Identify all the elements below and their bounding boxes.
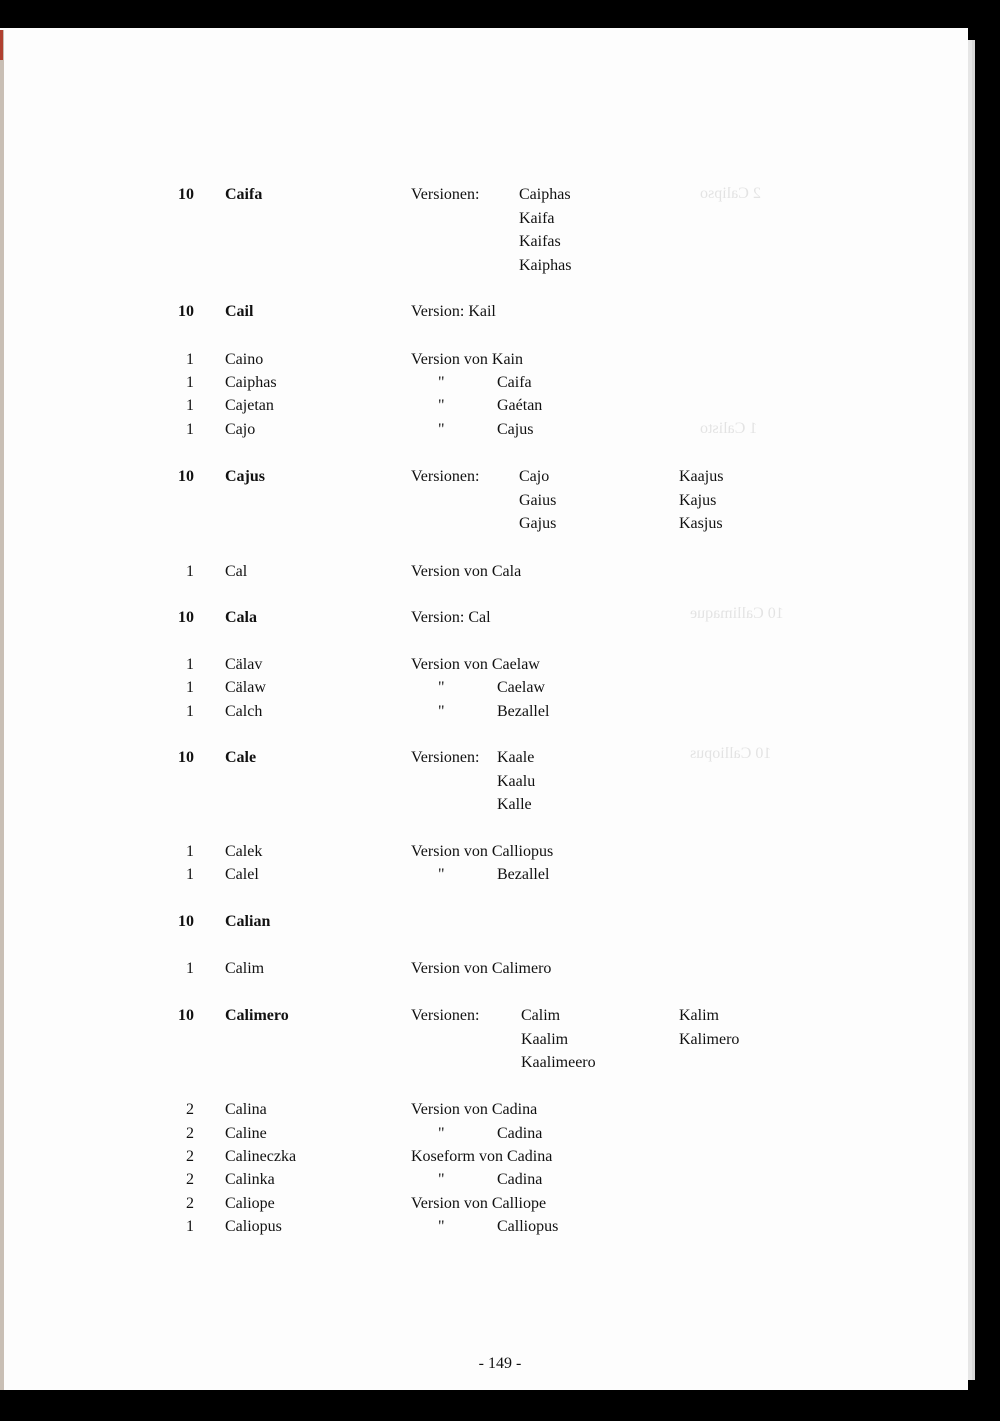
entry-note: Version: Cal (411, 609, 491, 626)
entry-variant: Cadina (497, 1125, 543, 1142)
entry-name: Cala (225, 609, 257, 626)
show-through-text: 1 Calisto (700, 420, 758, 437)
entry-name: Calina (225, 1101, 267, 1118)
entry-name: Calimero (225, 1007, 289, 1024)
entry-note: Versionen: (411, 468, 480, 485)
entry-name: Calinka (225, 1171, 275, 1188)
show-through-text: 2 Calipso (700, 185, 761, 202)
entry-note: Version von Cala (411, 563, 522, 580)
entry-variant: Cajus (497, 421, 534, 438)
entry-count: 10 (178, 913, 194, 930)
entry-count: 10 (178, 303, 194, 320)
entry-name: Calineczka (225, 1148, 297, 1165)
entry-name: Caifa (225, 186, 263, 203)
entry-count: 2 (186, 1125, 194, 1142)
entry-variant: Caifa (497, 374, 532, 391)
entry-count: 1 (186, 351, 194, 368)
entry-count: 10 (178, 468, 194, 485)
entry-note: " (438, 397, 445, 414)
entry-name: Cälaw (225, 679, 266, 696)
entry-variant: Gaius (519, 491, 557, 509)
entry-name: Calim (225, 960, 265, 977)
entry-name: Cajus (225, 468, 266, 485)
entry-count: 1 (186, 397, 194, 414)
binding-edge (0, 30, 4, 1390)
page-number: - 149 - (478, 1355, 522, 1372)
entry-count: 1 (186, 374, 194, 391)
show-through-text: 10 Callimaque (690, 605, 784, 622)
entry-name: Cälav (225, 656, 263, 673)
entry-variant: Gaétan (497, 397, 543, 414)
entry-note: Versionen: (411, 186, 480, 203)
entry-note: " (438, 1218, 445, 1235)
entry-count: 1 (186, 563, 194, 580)
entry-count: 2 (186, 1148, 194, 1165)
show-through-text: 10 Calliopus (690, 745, 772, 762)
entry-name: Cale (225, 749, 257, 766)
entry-name: Caliopus (225, 1218, 282, 1235)
entry-name: Calian (225, 913, 271, 930)
entry-variant: Caiphas (519, 186, 571, 203)
entry-variant: Kaale (497, 749, 535, 766)
entry-variant: Kaiphas (519, 256, 572, 274)
entry-name: Cail (225, 303, 254, 320)
entry-variant: Gajus (519, 515, 557, 532)
entry-note: Version von Calimero (411, 960, 552, 977)
entry-variant: Calim (521, 1007, 561, 1024)
entry-note: Version von Cadina (411, 1101, 538, 1118)
entry-variant: Kalle (497, 796, 532, 813)
entry-name: Cajo (225, 421, 256, 438)
entry-note: " (438, 374, 445, 391)
entry-note: Versionen: (411, 749, 480, 766)
entry-variant: Cadina (497, 1171, 543, 1188)
entry-note: Version von Calliopus (411, 843, 554, 860)
book-page (0, 28, 968, 1390)
entry-note: Version von Calliope (411, 1195, 547, 1212)
entry-note: " (438, 1171, 445, 1188)
entry-note: Version von Caelaw (411, 656, 540, 673)
entry-name: Calch (225, 703, 263, 720)
entry-variant-extra: Kalimero (679, 1030, 740, 1048)
entry-variant: Calliopus (497, 1218, 559, 1235)
entry-variant: Bezallel (497, 866, 550, 883)
entry-variant: Cajo (519, 468, 550, 485)
entry-count: 1 (186, 421, 194, 438)
entry-count: 1 (186, 960, 194, 977)
entry-variant: Kaalu (497, 772, 536, 790)
entry-variant: Kaifa (519, 209, 555, 227)
entry-name: Caino (225, 351, 264, 368)
entry-count: 10 (178, 186, 194, 203)
entry-name: Caliope (225, 1195, 275, 1212)
binding-edge-mark (0, 30, 3, 60)
entry-variant-extra: Kajus (679, 491, 717, 509)
entry-note: Version: Kail (411, 303, 496, 320)
entry-variant: Kaifas (519, 233, 561, 250)
entry-count: 1 (186, 679, 194, 696)
page-stack-edge (972, 40, 975, 1380)
entry-variant: Bezallel (497, 703, 550, 720)
entry-variant: Kaalim (521, 1030, 569, 1048)
entry-count: 1 (186, 1218, 194, 1235)
entry-count: 2 (186, 1195, 194, 1212)
entry-note: Koseform von Cadina (411, 1148, 553, 1165)
entry-name: Caline (225, 1125, 267, 1142)
entry-count: 10 (178, 749, 194, 766)
entry-count: 10 (178, 609, 194, 626)
entry-note: " (438, 421, 445, 438)
entry-note: Versionen: (411, 1007, 480, 1024)
entry-variant-extra: Kaajus (679, 468, 724, 485)
entry-note: Version von Kain (411, 351, 523, 368)
entry-count: 10 (178, 1007, 194, 1024)
entry-name: Calek (225, 843, 263, 860)
entry-name: Caiphas (225, 374, 277, 391)
entry-count: 1 (186, 656, 194, 673)
entry-count: 1 (186, 866, 194, 883)
entry-variant: Kaalimeero (521, 1054, 596, 1071)
entry-name: Calel (225, 866, 259, 883)
entry-note: " (438, 679, 445, 696)
entry-count: 2 (186, 1101, 194, 1118)
entry-variant-extra: Kasjus (679, 515, 723, 532)
entry-note: " (438, 1125, 445, 1142)
entry-note: " (438, 703, 445, 720)
entry-count: 1 (186, 703, 194, 720)
entry-count: 2 (186, 1171, 194, 1188)
entry-variant: Caelaw (497, 679, 545, 696)
entry-name: Cajetan (225, 397, 274, 414)
entry-note: " (438, 866, 445, 883)
entry-count: 1 (186, 843, 194, 860)
entry-variant-extra: Kalim (679, 1007, 719, 1024)
entry-name: Cal (225, 563, 248, 580)
